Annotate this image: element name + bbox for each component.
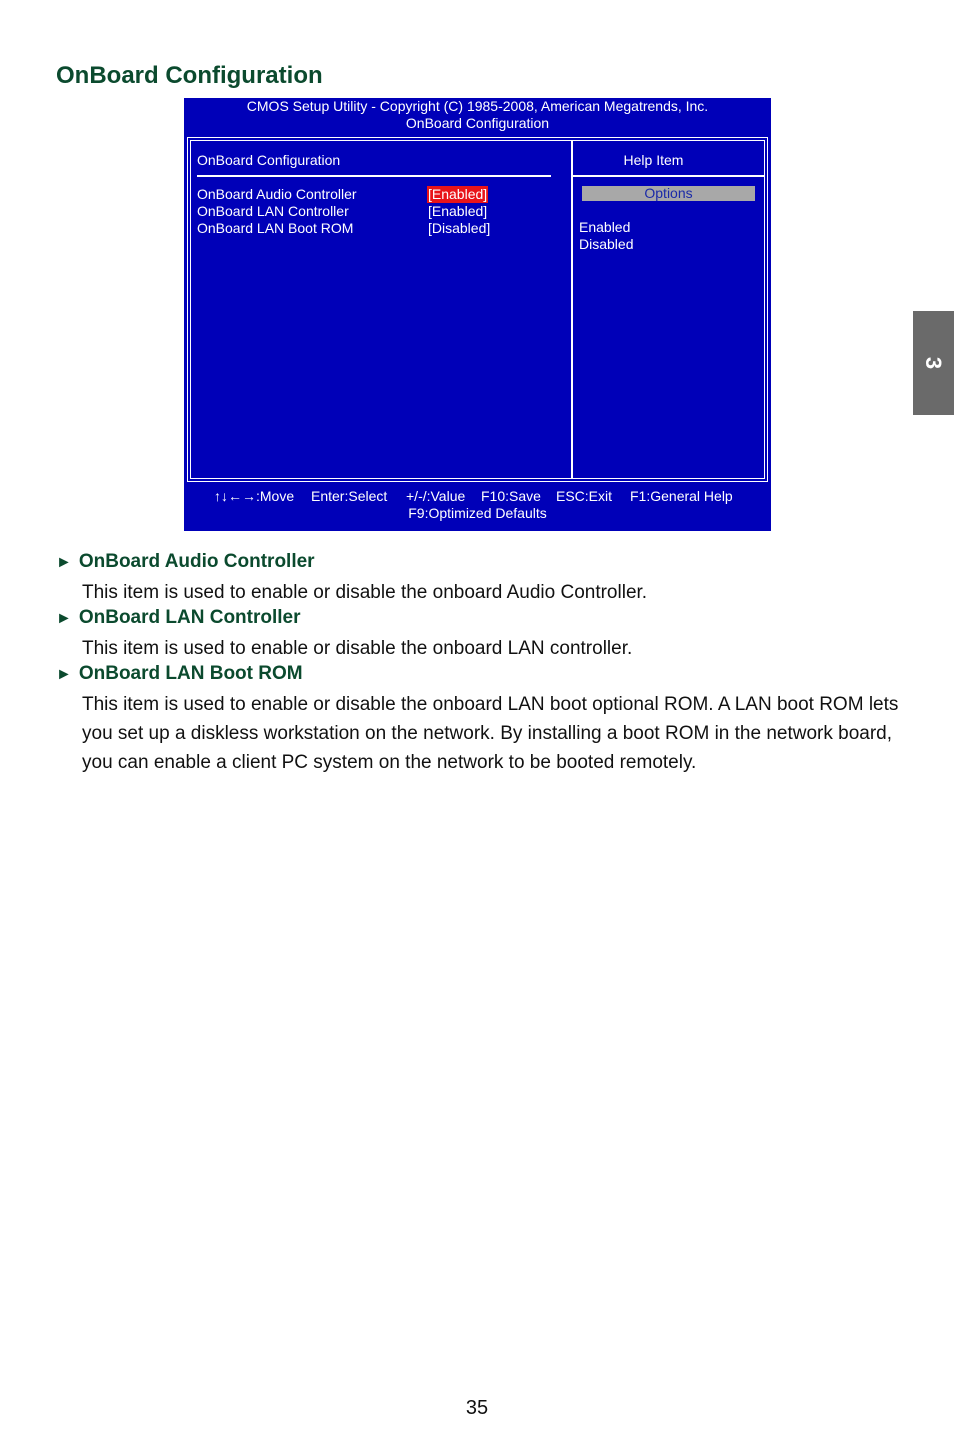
bios-screenshot — [184, 98, 771, 531]
bios-panel-divider — [571, 141, 573, 478]
arrow-right-icon: ► — [56, 666, 72, 683]
key-exit: ESC:Exit — [556, 488, 613, 504]
item-heading-lan-controller — [56, 607, 301, 630]
item-title: OnBoard LAN Controller — [78, 607, 301, 628]
item-heading-audio-controller — [56, 551, 315, 574]
key-save: F10:Save — [481, 488, 541, 504]
options-list — [579, 219, 633, 253]
item-title: OnBoard LAN Boot ROM — [78, 663, 303, 684]
item-heading-lan-boot-rom — [56, 663, 303, 686]
bios-copyright: CMOS Setup Utility - Copyright (C) 1985-2008, American Megatrends, Inc. — [246, 98, 709, 114]
setting-row-lan-controller[interactable] — [197, 203, 567, 220]
bios-frame — [187, 137, 768, 482]
bios-screen-title: OnBoard Configuration — [405, 115, 550, 131]
key-move: ↑↓←→:Move — [214, 488, 295, 504]
item-title: OnBoard Audio Controller — [78, 551, 315, 572]
bios-header — [184, 98, 771, 132]
page-title: OnBoard Configuration — [56, 62, 323, 89]
setting-value-selected[interactable]: [Enabled] — [428, 186, 488, 202]
page-number: 35 — [465, 1397, 489, 1419]
bios-inner-frame — [190, 140, 765, 479]
arrow-right-icon: ► — [56, 610, 72, 627]
setting-name: OnBoard LAN Controller — [197, 203, 349, 219]
item-description: This item is used to enable or disable the onboard Audio Controller. — [82, 582, 648, 603]
key-optimized-defaults: F9:Optimized Defaults — [408, 505, 547, 521]
option-disabled[interactable]: Disabled — [579, 236, 634, 252]
setting-name: OnBoard LAN Boot ROM — [197, 220, 354, 236]
chapter-tab — [913, 311, 954, 415]
option-enabled[interactable]: Enabled — [579, 219, 631, 235]
item-description: This item is used to enable or disable the onboard LAN controller. — [82, 638, 633, 659]
key-value: +/-/:Value — [406, 488, 466, 504]
bios-key-legend — [184, 488, 771, 522]
help-panel-title: Help Item — [623, 152, 684, 168]
settings-title-rule — [197, 175, 551, 177]
arrow-right-icon: ► — [56, 554, 72, 571]
setting-value[interactable]: [Enabled] — [428, 203, 488, 219]
setting-row-audio-controller[interactable] — [197, 186, 567, 203]
chapter-number: 3 — [921, 356, 947, 370]
key-general-help: F1:General Help — [630, 488, 733, 504]
item-description: This item is used to enable or disable the onboard LAN boot optional ROM. A LAN boot ROM lets you set up a diskless workstation on the network. By installing a boot ROM in the network board, you can enable a client PC system on the network to be booted remotely. — [82, 694, 899, 773]
settings-list — [197, 186, 567, 237]
setting-value[interactable]: [Disabled] — [428, 220, 491, 236]
help-title-rule — [573, 175, 764, 177]
setting-row-lan-boot-rom[interactable] — [197, 220, 567, 237]
options-header: Options — [582, 186, 755, 201]
setting-name: OnBoard Audio Controller — [197, 186, 357, 202]
key-select: Enter:Select — [311, 488, 388, 504]
settings-panel-title: OnBoard Configuration — [197, 152, 341, 168]
